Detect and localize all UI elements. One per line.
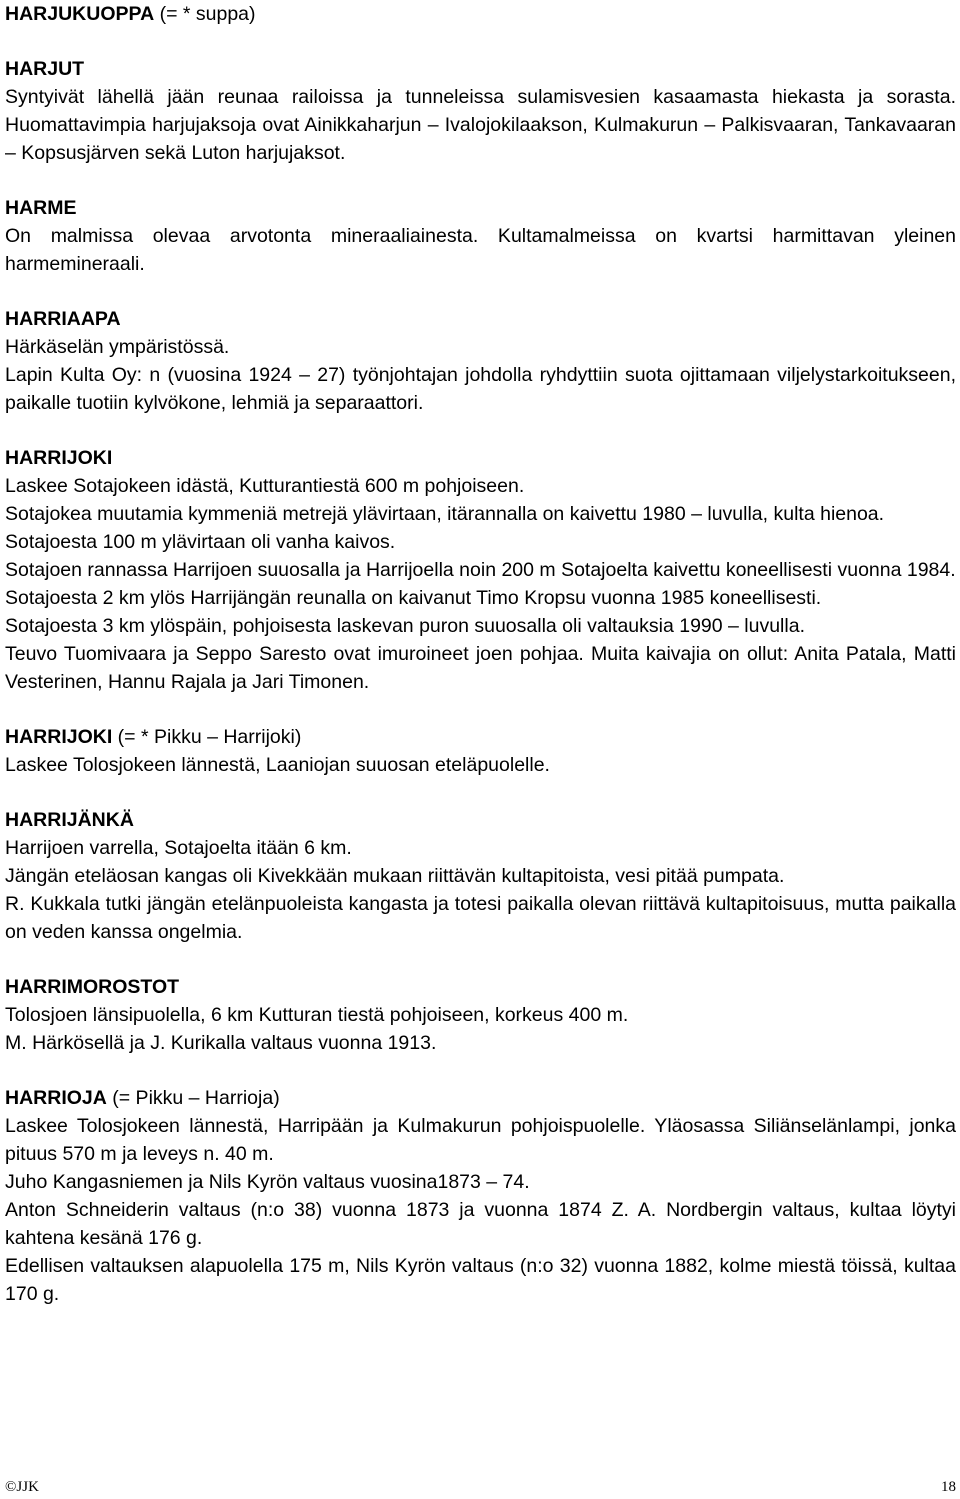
entry-gap (5, 417, 956, 444)
entry-paragraph: Jängän eteläosan kangas oli Kivekkään mukaan riittävän kultapitoista, vesi pitää pumpata. (5, 865, 785, 887)
entry-heading (5, 973, 956, 1001)
entry-heading (5, 194, 956, 222)
entry-heading (5, 444, 956, 472)
entry-paragraph: Laskee Tolosjokeen lännestä, Laaniojan suuosan eteläpuolelle. (5, 754, 550, 776)
entry-title: HARRIJÄNKÄ (5, 809, 134, 831)
entry-paragraph: Sotajokea muutamia kymmeniä metrejä ylävirtaan, itärannalla on kaivettu 1980 – luvulla, kulta hienoa. (5, 503, 885, 525)
entry-harjukuoppa (5, 0, 956, 28)
entry-heading (5, 1084, 956, 1112)
entry-gap (5, 28, 956, 55)
entry-title: HARME (5, 197, 77, 219)
page-footer (0, 1477, 960, 1499)
entry-gap (5, 779, 956, 806)
entry-paragraph: R. Kukkala tutki jängän etelänpuoleista kangasta ja totesi paikalla olevan riittävä kultapitoisuus, mutta paikalla on veden kanssa ongelmia. (5, 893, 956, 943)
entry-title: HARRIOJA (5, 1087, 107, 1109)
copyright-text: ©JJK (5, 1479, 39, 1495)
entry-paragraph: Harrijoen varrella, Sotajoelta itään 6 km. (5, 837, 352, 859)
entry-title-suffix: (= * suppa) (154, 3, 256, 25)
entry-heading (5, 0, 956, 28)
entry-harrioja (5, 1084, 956, 1308)
entry-heading (5, 305, 956, 333)
entry-heading (5, 806, 956, 834)
entry-harrijoki (5, 444, 956, 696)
entry-title: HARRIAAPA (5, 308, 121, 330)
entry-paragraph: Lapin Kulta Oy: n (vuosina 1924 – 27) työnjohtajan johdolla ryhdyttiin suota ojittamaan viljelystarkoitukseen, paikalle tuotiin kylvökone, lehmiä ja separaattori. (5, 364, 956, 414)
entry-gap (5, 946, 956, 973)
entry-harriaapa (5, 305, 956, 417)
entry-paragraph: M. Härkösellä ja J. Kurikalla valtaus vuonna 1913. (5, 1032, 437, 1054)
entry-gap (5, 696, 956, 723)
entry-paragraph: Laskee Tolosjokeen lännestä, Harripään ja Kulmakurun pohjoispuolelle. Yläosassa Siliänselänlampi, jonka pituus 570 m ja leveys n. 40 m. (5, 1115, 956, 1165)
entry-gap (5, 1057, 956, 1084)
entry-paragraph: Sotajoesta 100 m ylävirtaan oli vanha kaivos. (5, 531, 396, 553)
entry-paragraph: Sotajoesta 2 km ylös Harrijängän reunalla on kaivanut Timo Kropsu vuonna 1985 koneellisesti. (5, 587, 822, 609)
entry-harrimorostot (5, 973, 956, 1057)
entry-heading (5, 55, 956, 83)
entry-paragraph: Härkäselän ympäristössä. (5, 336, 230, 358)
entry-paragraph: Tolosjoen länsipuolella, 6 km Kutturan tiestä pohjoiseen, korkeus 400 m. (5, 1004, 629, 1026)
document-page (5, 0, 956, 1308)
entry-harrijanka (5, 806, 956, 946)
entry-paragraph: On malmissa olevaa arvotonta mineraaliainesta. Kultamalmeissa on kvartsi harmittavan yleinen harmemineraali. (5, 225, 956, 275)
entry-title: HARRIMOROSTOT (5, 976, 180, 998)
entry-paragraph: Anton Schneiderin valtaus (n:o 38) vuonna 1873 ja vuonna 1874 Z. A. Nordbergin valtaus, kultaa löytyi kahtena kesänä 176 g. (5, 1199, 956, 1249)
entry-harjut (5, 55, 956, 167)
entry-paragraph: Juho Kangasniemen ja Nils Kyrön valtaus vuosina1873 – 74. (5, 1171, 530, 1193)
entry-title-suffix: (= Pikku – Harrioja) (106, 1087, 280, 1109)
entry-title-suffix: (= * Pikku – Harrijoki) (112, 726, 302, 748)
entry-title: HARRIJOKI (5, 726, 113, 748)
entry-paragraph: Syntyivät lähellä jään reunaa railoissa ja tunneleissa sulamisvesien kasaamasta hiekasta ja sorasta. Huomattavimpia harjujaksoja ovat Ainikkaharjun – Ivalojokilaakson, Kulmakurun – Palkisvaaran, Tankavaaran – Kopsusjärven sekä Luton harjujaksot. (5, 86, 956, 164)
entry-title: HARRIJOKI (5, 447, 113, 469)
entry-paragraph: Sotajoen rannassa Harrijoen suuosalla ja Harrijoella noin 200 m Sotajoelta kaivettu koneellisesti vuonna 1984. (5, 559, 956, 581)
entry-paragraph: Edellisen valtauksen alapuolella 175 m, Nils Kyrön valtaus (n:o 32) vuonna 1882, kolme miestä töissä, kultaa 170 g. (5, 1255, 956, 1305)
entry-harrijoki-pikku (5, 723, 956, 779)
entry-gap (5, 278, 956, 305)
entry-title: HARJUKUOPPA (5, 3, 155, 25)
entry-harme (5, 194, 956, 278)
entry-paragraph: Teuvo Tuomivaara ja Seppo Saresto ovat imuroineet joen pohjaa. Muita kaivajia on ollut: Anita Patala, Matti Vesterinen, Hannu Rajala ja Jari Timonen. (5, 643, 956, 693)
entry-paragraph: Laskee Sotajokeen idästä, Kutturantiestä 600 m pohjoiseen. (5, 475, 525, 497)
entry-gap (5, 167, 956, 194)
entry-paragraph: Sotajoesta 3 km ylöspäin, pohjoisesta laskevan puron suuosalla oli valtauksia 1990 – luvulla. (5, 615, 805, 637)
page-number: 18 (941, 1479, 956, 1495)
entry-heading (5, 723, 956, 751)
entry-title: HARJUT (5, 58, 85, 80)
